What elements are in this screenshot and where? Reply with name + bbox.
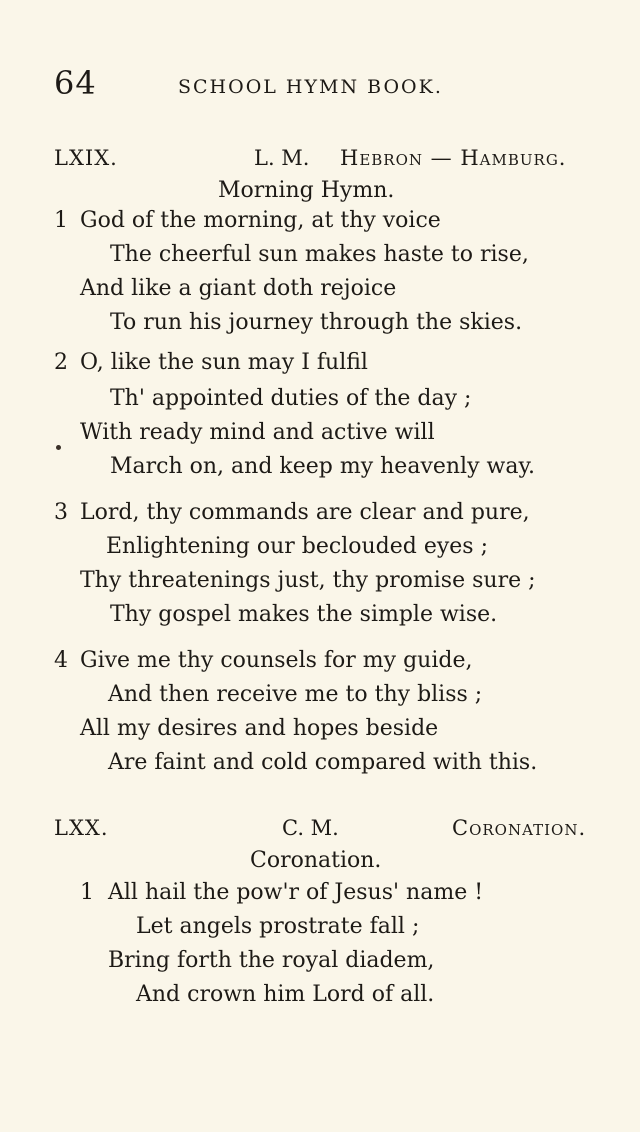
hymn-subtitle: Coronation. [250, 848, 382, 873]
verse-line: Are faint and cold compared with this. [108, 750, 538, 775]
hymn-subtitle: Morning Hymn. [218, 178, 395, 203]
hymn-number: LXX. [54, 816, 109, 840]
verse-line: And then receive me to thy bliss ; [108, 682, 483, 707]
verse-number: 1 [54, 208, 68, 233]
verse-line: Bring forth the royal diadem, [108, 948, 435, 973]
verse-number: 3 [54, 500, 68, 525]
verse-line: Let angels prostrate fall ; [136, 914, 420, 939]
hymn-meter: L. M. [254, 146, 310, 170]
verse-line: O, like the sun may I fulfil [80, 350, 368, 375]
verse-line: The cheerful sun makes haste to rise, [110, 242, 529, 267]
verse-line: Lord, thy commands are clear and pure, [80, 500, 530, 525]
verse-line: Thy gospel makes the simple wise. [110, 602, 498, 627]
verse-number: 1 [80, 880, 94, 905]
verse-line: God of the morning, at thy voice [80, 208, 441, 233]
verse-line: All my desires and hopes beside [80, 716, 439, 741]
hymn-tune: Hebron — Hamburg. [340, 146, 567, 170]
verse-line: All hail the pow'r of Jesus' name ! [108, 880, 484, 905]
verse-line: March on, and keep my heavenly way. [110, 454, 535, 479]
verse-line: To run his journey through the skies. [110, 310, 523, 335]
verse-line: Thy threatenings just, thy promise sure ; [80, 568, 536, 593]
verse-line: And crown him Lord of all. [136, 982, 435, 1007]
verse-number: 4 [54, 648, 68, 673]
verse-number: 2 [54, 350, 68, 375]
hymn-number: LXIX. [54, 146, 118, 170]
verse-line: And like a giant doth rejoice [80, 276, 397, 301]
verse-line: Th' appointed duties of the day ; [110, 386, 472, 411]
verse-line: Give me thy counsels for my guide, [80, 648, 473, 673]
running-title: SCHOOL HYMN BOOK. [178, 76, 443, 98]
hymn-meter: C. M. [282, 816, 339, 840]
ink-speck [56, 445, 61, 450]
verse-line: With ready mind and active will [80, 420, 435, 445]
page-number: 64 [54, 64, 97, 102]
hymn-tune: Coronation. [452, 816, 587, 840]
verse-line: Enlightening our beclouded eyes ; [106, 534, 489, 559]
